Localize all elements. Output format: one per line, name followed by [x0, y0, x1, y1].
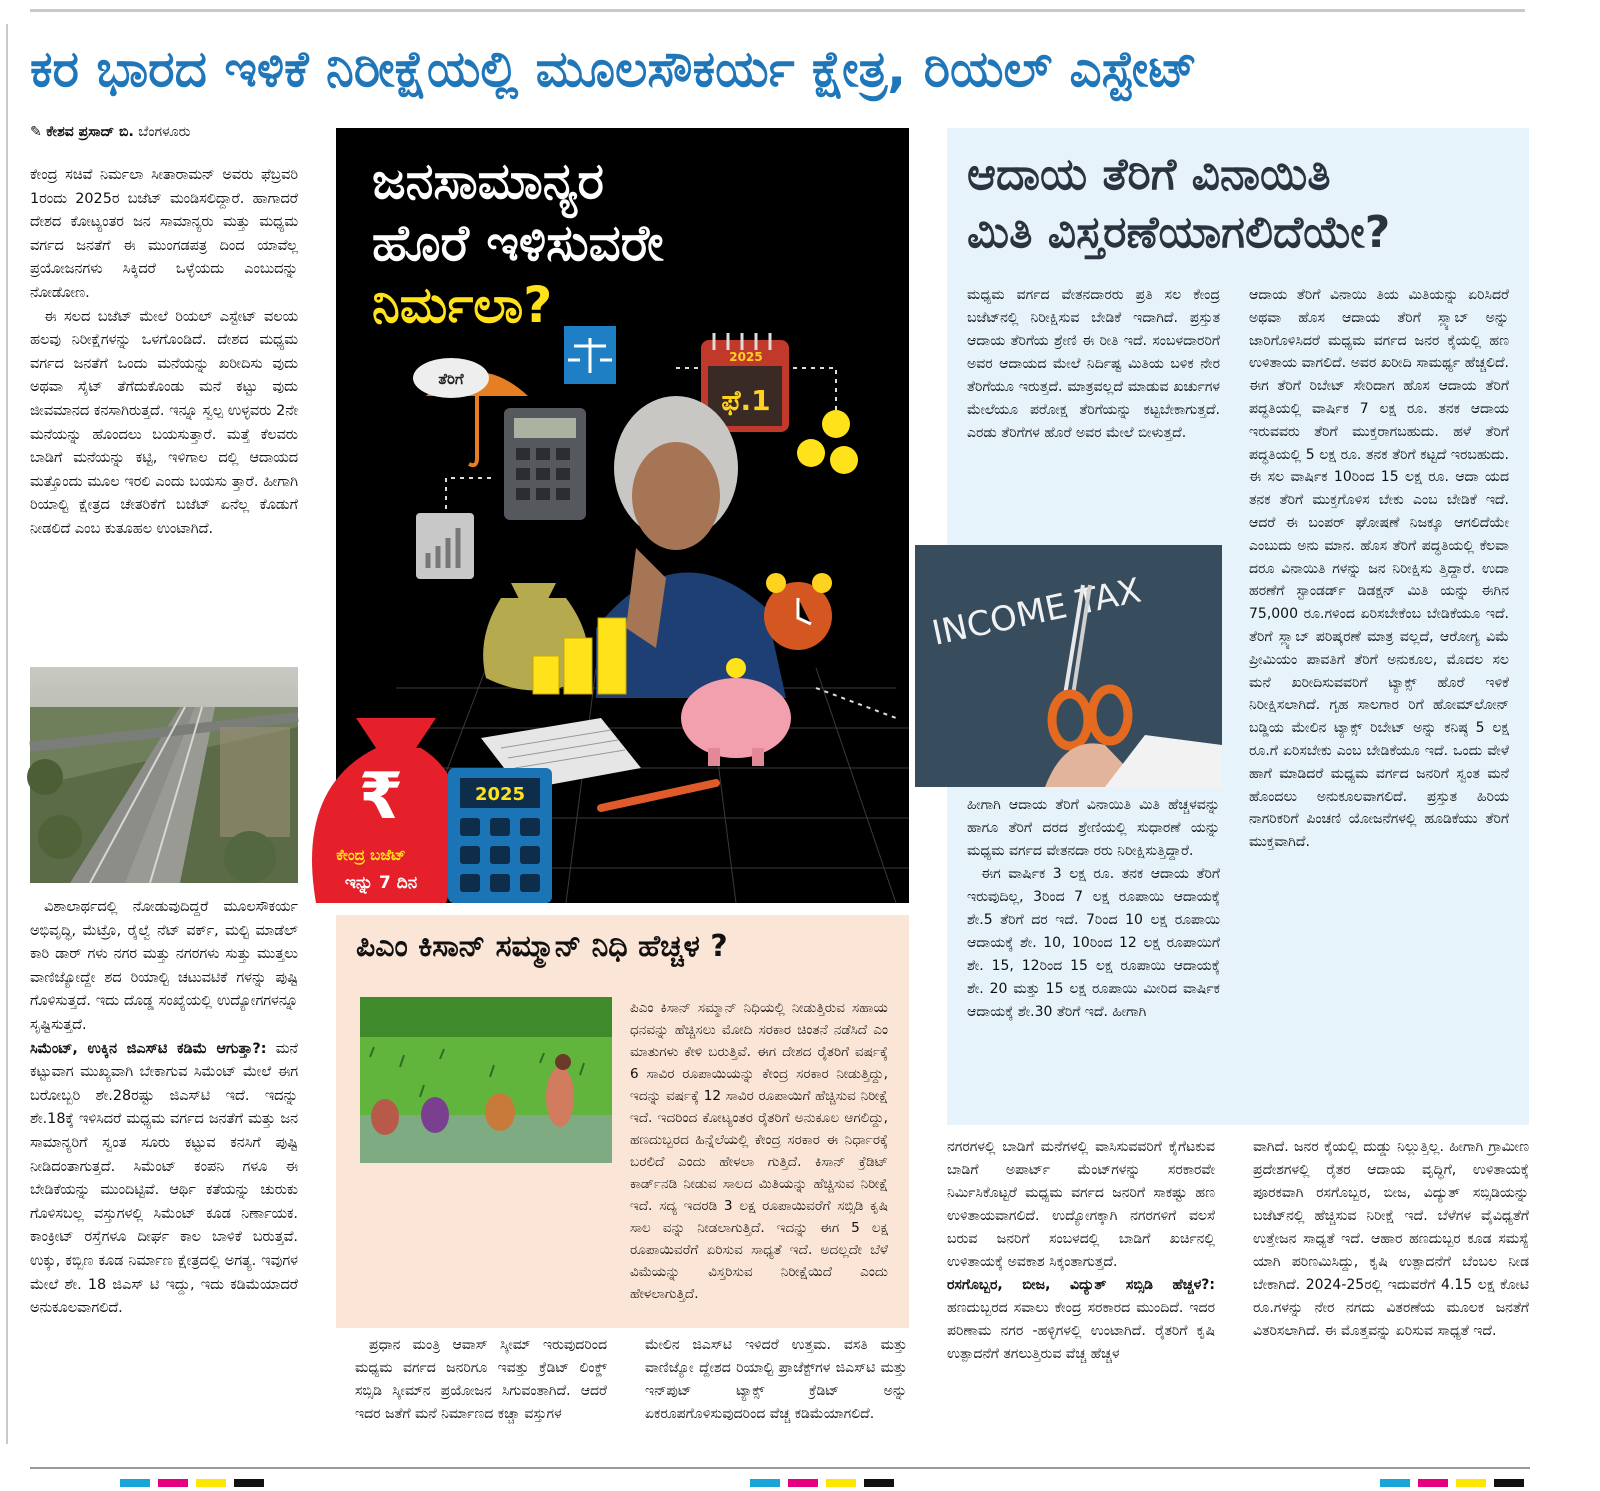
coins-icon — [797, 410, 858, 474]
graphic-illustration — [336, 128, 909, 903]
income-tax-text-2: ಹೀಗಾಗಿ ಆದಾಯ ತೆರಿಗೆ ವಿನಾಯಿತಿ ಮಿತಿ ಹೆಚ್ಚಳವನ್ನು ಹಾಗೂ ತೆರಿಗೆ ದರದ ಶ್ರೇಣಿಯಲ್ಲಿ ಸುಧಾರಣೆ ಯನ್ನು ಮಧ್ಯಮ ವರ್ಗದ ವೇತನದಾ ರರು ನಿರೀಕ್ಷಿಸುತ್ತಿದ್ದಾರೆ. — [967, 797, 1220, 859]
left-paragraph-4: ಮನೆ ಕಟ್ಟುವಾಗ ಮುಖ್ಯವಾಗಿ ಬೇಕಾಗುವ ಸಿಮೆಂಟ್ ಮೇಲೆ ಈಗ ಬರೋಬ್ಬರಿ ಶೇ.28ರಷ್ಟು ಜಿಎಸ್‌ಟಿ ಇದೆ. ಇದನ್ನು ಶೇ.18ಕ್ಕೆ ಇಳಿಸಿದರೆ ಮಧ್ಯಮ ವರ್ಗದ ಜನತೆಗೆ ಮತ್ತು ಜನ ಸಾಮಾನ್ಯರಿಗೆ ಸ್ವಂತ ಸೂರು ಕಟ್ಟುವ ಕನಸಿಗೆ ಪುಷ್ಟಿ ನೀಡಿದಂತಾಗುತ್ತದೆ. ಸಿಮೆಂಟ್ ಕಂಪನಿ ಗಳೂ ಈ ಬೇಡಿಕೆಯನ್ನು ಮುಂದಿಟ್ಟಿವೆ. ಆರ್ಥಿ ಕತೆಯನ್ನು ಚುರುಕು ಗೊಳಿಸಬಲ್ಲ ವಸ್ತುಗಳಲ್ಲಿ ಸಿಮೆಂಟ್ ಕೂಡ ನಿರ್ಣಾಯಕ. ಕಾಂಕ್ರೀಟ್ ರಸ್ತೆಗಳೂ ದೀರ್ಘ ಕಾಲ ಬಾಳಿಕೆ ಬರುತ್ತವೆ. ಉಕ್ಕು, ಕಬ್ಬಿಣ ಕೂಡ ನಿರ್ಮಾಣ ಕ್ಷೇತ್ರದಲ್ಲಿ ಅಗತ್ಯ. ಇವುಗಳ ಮೇಲೆ ಶೇ. 18 ಜಿಎಸ್ ಟಿ ಇದ್ದು, ಇದು ಕಡಿಮೆಯಾದರೆ ಅನುಕೂಲವಾಗಲಿದೆ. — [30, 1040, 299, 1317]
budget-graphic — [336, 128, 909, 903]
bottom-right-text-2: ಹಣದುಬ್ಬರದ ಸವಾಲು ಕೇಂದ್ರ ಸರಕಾರದ ಮುಂದಿದೆ. ಇದರ ಪರಿಣಾಮ ನಗರ -ಹಳ್ಳಿಗಳಲ್ಲಿ ಉಂಟಾಗಿದೆ. ರೈತರಿಗೆ ಕೃಷಿ ಉತ್ಪಾದನೆಗೆ ತಗಲುತ್ತಿರುವ ವೆಚ್ಚ ಹೆಚ್ಚಳ — [947, 1300, 1215, 1362]
top-rule — [30, 9, 1525, 12]
pencil-icon — [601, 783, 716, 808]
bottom-right-text-3: ವಾಗಿದೆ. ಜನರ ಕೈಯಲ್ಲಿ ದುಡ್ಡು ನಿಲ್ಲುತ್ತಿಲ್ಲ. ಹೀಗಾಗಿ ಗ್ರಾಮೀಣ ಪ್ರದೇಶಗಳಲ್ಲಿ ರೈತರ ಆದಾಯ ವೃದ್ಧಿಗೆ, ಉಳಿತಾಯಕ್ಕೆ ಪೂರಕವಾಗಿ ರಸಗೊಬ್ಬರ, ಬೀಜ, ವಿದ್ಯುತ್ ಸಬ್ಸಿಡಿಯನ್ನು ಬಜೆಟ್‌ನಲ್ಲಿ ಹೆಚ್ಚಿಸುವ ನಿರೀಕ್ಷೆ ಇದೆ. ಬೆಳೆಗಳ ವೈವಿಧ್ಯತೆಗೆ ಉತ್ತೇಜನ ಸಾಧ್ಯತೆ ಇದೆ. ಆಹಾರ ಹಣದುಬ್ಬರ ಕೂಡ ಸಮಸ್ಯೆ ಯಾಗಿ ಪರಿಣಮಿಸಿದ್ದು, ಕೃಷಿ ಉತ್ಪಾದನೆಗೆ ಬೆಂಬಲ ನೀಡ ಬೇಕಾಗಿದೆ. 2024-25ರಲ್ಲಿ ಇದುವರೆಗೆ 4.15 ಲಕ್ಷ ಕೋಟಿ ರೂ.ಗಳನ್ನು ನೇರ ನಗದು ವಿತರಣೆಯ ಮೂಲಕ ಜನತೆಗೆ ವಿತರಿಸಲಾಗಿದೆ. ಈ ಮೊತ್ತವನ್ನು ಏರಿಸುವ ಸಾಧ್ಯತೆ ಇದೆ. — [1253, 1139, 1529, 1339]
pen-icon: ✎ — [30, 124, 42, 140]
left-paragraph-2: ಈ ಸಲದ ಬಜೆಟ್ ಮೇಲೆ ರಿಯಲ್ ಎಸ್ಟೇಟ್ ವಲಯ ಹಲವು ನಿರೀಕ್ಷೆಗಳನ್ನು ಒಳಗೊಂಡಿದೆ. ದೇಶದ ಮಧ್ಯಮ ವರ್ಗದ ಜನತೆಗೆ ಒಂದು ಮನೆಯನ್ನು ಖರೀದಿಸು ವುದು ಅಥವಾ ಸೈಟ್ ತೆಗೆದುಕೊಂಡು ಮನೆ ಕಟ್ಟು ವುದು ಜೀವಮಾನದ ಕನಸಾಗಿರುತ್ತದೆ. ಇನ್ನೂ ಸ್ವಲ್ಪ ಉಳ್ಳವರು 2ನೇ ಮನೆಯನ್ನು ಹೊಂದಲು ಬಯಸುತ್ತಾರೆ. ಮತ್ತೆ ಕೆಲವರು ಬಾಡಿಗೆ ಮನೆಯನ್ನು ಕಟ್ಟಿ, ಇಳಿಗಾಲ ದಲ್ಲಿ ಆದಾಯದ ಮತ್ತೊಂದು ಮೂಲ ಇರಲಿ ಎಂದು ಬಯಸು ತ್ತಾರೆ. ಹೀಗಾಗಿ ರಿಯಾಲ್ಟಿ ಕ್ಷೇತ್ರದ ಚೇತರಿಕೆಗೆ ಬಜೆಟ್ ಏನೆಲ್ಲ ಕೊಡುಗೆ ನೀಡಲಿದೆ ಎಂಬ ಕುತೂಹಲ ಉಂಟಾಗಿದೆ. — [30, 308, 298, 537]
bottom-center-text-2: ಮೇಲಿನ ಜಿಎಸ್‌ಟಿ ಇಳಿದರೆ ಉತ್ತಮ. ವಸತಿ ಮತ್ತು ವಾಣಿಜ್ಯೋ ದ್ದೇಶದ ರಿಯಾಲ್ಟಿ ಪ್ರಾಜೆಕ್ಟ್‌ಗಳ ಜಿಎಸ್‌ಟಿ ಮತ್ತು ಇನ್‌ಪುಟ್ ಟ್ಯಾಕ್ಸ್ ಕ್ರೆಡಿಟ್ ಅನ್ನು ಏಕರೂಪಗೊಳಿಸುವುದರಿಂದ ವೆಚ್ಚ ಕಡಿಮೆಯಾಗಲಿದೆ. — [645, 1337, 907, 1422]
income-tax-title-line-2: ಮಿತಿ ವಿಸ್ತರಣೆಯಾಗಲಿದೆಯೇ? — [967, 207, 1391, 258]
bottom-rule — [30, 1467, 1530, 1469]
income-tax-title-line-1: ಆದಾಯ ತೆರಿಗೆ ವಿನಾಯಿತಿ — [967, 149, 1331, 200]
farmers-field-photo — [360, 997, 612, 1163]
pm-kisan-text: ಪಿಎಂ ಕಿಸಾನ್ ಸಮ್ಮಾನ್ ನಿಧಿಯಲ್ಲಿ ನೀಡುತ್ತಿರುವ ಸಹಾಯ ಧನವನ್ನು ಹೆಚ್ಚಿಸಲು ಮೋದಿ ಸರಕಾರ ಚಿಂತನೆ ನಡೆಸಿದೆ ಎಂ ಮಾತುಗಳು ಕೇಳಿ ಬರುತ್ತಿವೆ. ಈಗ ದೇಶದ ರೈತರಿಗೆ ವರ್ಷಕ್ಕೆ 6 ಸಾವಿರ ರೂಪಾಯಿಯನ್ನು ಕೇಂದ್ರ ಸರಕಾರ ನೀಡುತ್ತಿದ್ದು, ಇದನ್ನು ವರ್ಷಕ್ಕೆ 12 ಸಾವಿರ ರೂಪಾಯಿಗೆ ಹೆಚ್ಚಿಸುವ ನಿರೀಕ್ಷೆ ಇದೆ. ಇದರಿಂದ ಕೋಟ್ಯಂತರ ರೈತರಿಗೆ ಅನುಕೂಲ ಆಗಲಿದ್ದು, ಹಣದುಬ್ಬರದ ಹಿನ್ನೆಲೆಯಲ್ಲಿ ಕೇಂದ್ರ ಸರಕಾರ ಈ ನಿರ್ಧಾರಕ್ಕೆ ಬರಲಿದೆ ಎಂದು ಹೇಳಲಾ ಗುತ್ತಿದೆ. ಕಿಸಾನ್ ಕ್ರೆಡಿಟ್ ಕಾರ್ಡ್‌ನಡಿ ನೀಡುವ ಸಾಲದ ಮಿತಿಯನ್ನು ಹೆಚ್ಚಿಸುವ ನಿರೀಕ್ಷೆ ಇದೆ. ಸದ್ಯ ಇದರಡಿ 3 ಲಕ್ಷ ರೂಪಾಯಿವರೆಗೆ ಸಬ್ಸಿಡಿ ಕೃಷಿ ಸಾಲ ವನ್ನು ನೀಡಲಾಗುತ್ತಿದೆ. ಇದನ್ನು ಈಗ 5 ಲಕ್ಷ ರೂಪಾಯಿವರೆಗೆ ಏರಿಸುವ ಸಾಧ್ಯತೆ ಇದೆ. ಅದಲ್ಲದೇ ಬೆಳೆ ವಿಮೆಯನ್ನು ವಿಸ್ತರಿಸುವ ನಿರೀಕ್ಷೆಯಿದೆ ಎಂದು ಹೇಳಲಾಗುತ್ತಿದೆ. — [630, 1000, 888, 1302]
calculator-icon — [504, 408, 586, 520]
blue-calculator-icon — [448, 768, 552, 903]
byline-place: ಬೆಂಗಳೂರು — [138, 124, 191, 140]
bag-label-line-2: ಇನ್ನು 7 ದಿನ — [344, 873, 418, 893]
left-column-top — [30, 164, 298, 542]
city-infrastructure-photo — [30, 667, 298, 883]
pm-kisan-text-right — [630, 997, 888, 1302]
chart-icon — [416, 513, 474, 579]
income-tax-col-2 — [1249, 284, 1509, 854]
print-colorbar-left — [120, 1472, 272, 1491]
headline: ಕರ ಭಾರದ ಇಳಿಕೆ ನಿರೀಕ್ಷೆಯಲ್ಲಿ ಮೂಲಸೌಕರ್ಯ ಕ್ಷೇತ್ರ, ರಿಯಲ್ ಎಸ್ಟೇಟ್ — [30, 40, 1198, 98]
calendar-year: 2025 — [729, 350, 763, 364]
left-rule — [6, 24, 8, 1444]
bottom-center-col-1 — [355, 1334, 607, 1426]
left-column-bottom — [30, 896, 298, 1321]
umbrella-label: ತೆರಿಗೆ — [438, 370, 464, 388]
bag-label-line-1: ಕೇಂದ್ರ ಬಜೆಟ್ — [336, 846, 406, 864]
left-subhead-gst: ಸಿಮೆಂಟ್, ಉಕ್ಕಿನ ಜಿಎಸ್‌ಟಿ ಕಡಿಮೆ ಆಗುತ್ತಾ?: — [30, 1040, 267, 1057]
income-tax-text-4: ಆದಾಯ ತೆರಿಗೆ ವಿನಾಯಿ ತಿಯ ಮಿತಿಯನ್ನು ಏರಿಸಿದರೆ ಅಥವಾ ಹೊಸ ಆದಾಯ ತೆರಿಗೆ ಸ್ಲ್ಯಾಬ್ ಅನ್ನು ಜಾರಿಗೊಳಿಸಿದರೆ ಮಧ್ಯಮ ವರ್ಗದ ಜನರ ಕೈಯಲ್ಲಿ ಹಣ ಉಳಿತಾಯ ವಾಗಲಿದೆ. ಅವರ ಖರೀದಿ ಸಾಮರ್ಥ್ಯ ಹೆಚ್ಚಲಿದೆ. ಈಗ ತೆರಿಗೆ ರಿಬೇಟ್ ಸೇರಿದಾಗ ಹೊಸ ಆದಾಯ ತೆರಿಗೆ ಪದ್ಧತಿಯಲ್ಲಿ ವಾರ್ಷಿಕ 7 ಲಕ್ಷ ರೂ. ತನಕ ಆದಾಯ ಇರುವವರು ತೆರಿಗೆ ಮುಕ್ತರಾಗಬಹುದು. ಹಳೆ ತೆರಿಗೆ ಪದ್ಧತಿಯಲ್ಲಿ 5 ಲಕ್ಷ ರೂ. ತನಕ ತೆರಿಗೆ ಕಟ್ಟದೆ ಇರಬಹುದು. ಈ ಸಲ ವಾರ್ಷಿಕ 10ರಿಂದ 15 ಲಕ್ಷ ರೂ. ಆದಾ ಯದ ತನಕ ತೆರಿಗೆ ಮುಕ್ತಗೊಳಿಸ ಬೇಕು ಎಂಬ ಬೇಡಿಕೆ ಇದೆ. ಆದರೆ ಈ ಬಂಪರ್ ಘೋಷಣೆ ನಿಜಕ್ಕೂ ಆಗಲಿದೆಯೇ ಎಂಬುದು ಅನು ಮಾನ. ಹೊಸ ತೆರಿಗೆ ಪದ್ಧತಿಯಲ್ಲಿ ಕೆಲವಾ ದರೂ ವಿನಾಯಿತಿ ಗಳನ್ನು ಜನ ನಿರೀಕ್ಷಿಸು ತ್ತಿದ್ದಾರೆ. ಉದಾ ಹರಣೆಗೆ ಸ್ಟಾಂಡರ್ಡ್ ಡಿಡಕ್ಷನ್ ಮಿತಿ ಯನ್ನು ಈಗಿನ 75,000 ರೂ.ಗಳಿಂದ ಏರಿಸಬೇಕೆಂಬ ಬೇಡಿಕೆಯೂ ಇದೆ. ತೆರಿಗೆ ಸ್ಲ್ಯಾಬ್ ಪರಿಷ್ಕರಣೆ ಮಾತ್ರ ವಲ್ಲದೆ, ಆರೋಗ್ಯ ವಿಮೆ ಪ್ರೀಮಿಯಂ ಪಾವತಿಗೆ ತೆರಿಗೆ ಅನುಕೂಲ, ಮೊದಲ ಸಲ ಮನೆ ಖರೀದಿಸುವವರಿಗೆ ಟ್ಯಾಕ್ಸ್ ಹೊರೆ ಇಳಿಕೆ ನಿರೀಕ್ಷಿಸಲಾಗಿದೆ. ಗೃಹ ಸಾಲಗಾರ ರಿಗೆ ಹೋಮ್‌ಲೋನ್ ಬಡ್ಡಿಯ ಮೇಲಿನ ಟ್ಯಾಕ್ಸ್ ರಿಬೇಟ್ ಅನ್ನು ಕನಿಷ್ಠ 5 ಲಕ್ಷ ರೂ.ಗೆ ಏರಿಸಬೇಕು ಎಂಬ ಬೇಡಿಕೆಯೂ ಇದೆ. ಒಂದು ವೇಳೆ ಹಾಗೆ ಮಾಡಿದರೆ ಮಧ್ಯಮ ವರ್ಗದ ಜನರಿಗೆ ಸ್ವಂತ ಮನೆ ಹೊಂದಲು ಅನುಕೂಲವಾಗಲಿದೆ. ಪ್ರಸ್ತುತ ಹಿರಿಯ ನಾಗರಿಕರಿಗೆ ಪಿಂಚಣಿ ಯೋಜನೆಗಳಲ್ಲಿ ಹೂಡಿಕೆಯು ತೆರಿಗೆ ಮುಕ್ತವಾಗಿದೆ. — [1249, 287, 1509, 851]
pm-kisan-title: ಪಿಎಂ ಕಿಸಾನ್ ಸಮ್ಮಾನ್ ನಿಧಿ ಹೆಚ್ಚಳ ? — [356, 929, 728, 964]
pm-kisan-box — [336, 915, 909, 1328]
income-tax-text-1: ಮಧ್ಯಮ ವರ್ಗದ ವೇತನದಾರರು ಪ್ರತಿ ಸಲ ಕೇಂದ್ರ ಬಜೆಟ್‌ನಲ್ಲಿ ನಿರೀಕ್ಷಿಸುವ ಬೇಡಿಕೆ ಇದಾಗಿದೆ. ಪ್ರಸ್ತುತ ಆದಾಯ ತೆರಿಗೆಯ ಶ್ರೇಣಿ ಈ ರೀತಿ ಇದೆ. ಸಂಬಳದಾರರಿಗೆ ಅವರ ಆದಾಯದ ಮೇಲೆ ನಿರ್ದಿಷ್ಟ ಮಿತಿಯ ಬಳಿಕ ನೇರ ತೆರಿಗೆಯೂ ಇರುತ್ತದೆ. ಮಾತ್ರವಲ್ಲದೆ ಮಾಡುವ ಖರ್ಚುಗಳ ಮೇಲೆಯೂ ಪರೋಕ್ಷ ತೆರಿಗೆಯನ್ನು ಕಟ್ಟಬೇಕಾಗುತ್ತದೆ. ಎರಡು ತೆರಿಗೆಗಳ ಹೊರೆ ಅವರ ಮೇಲೆ ಬೀಳುತ್ತದೆ. — [967, 287, 1220, 441]
scale-icon — [564, 326, 616, 384]
money-bag-icon — [312, 718, 461, 903]
income-tax-text-3: ಈಗ ವಾರ್ಷಿಕ 3 ಲಕ್ಷ ರೂ. ತನಕ ಆದಾಯ ತೆರಿಗೆ ಇರುವುದಿಲ್ಲ, 3ರಿಂದ 7 ಲಕ್ಷ ರೂಪಾಯಿ ಆದಾಯಕ್ಕೆ ಶೇ.5 ತೆರಿಗೆ ದರ ಇದೆ. 7ರಿಂದ 10 ಲಕ್ಷ ರೂಪಾಯಿ ಆದಾಯಕ್ಕೆ ಶೇ. 10, 10ರಿಂದ 12 ಲಕ್ಷ ರೂಪಾಯಿಗೆ ಶೇ. 15, 12ರಿಂದ 15 ಲಕ್ಷ ರೂಪಾಯಿ ಆದಾಯಕ್ಕೆ ಶೇ. 20 ಮತ್ತು 15 ಲಕ್ಷ ರೂಪಾಯಿ ಮೀರಿದ ವಾರ್ಷಿಕ ಆದಾಯಕ್ಕೆ ಶೇ.30 ತೆರಿಗೆ ಇದೆ. ಹೀಗಾಗಿ — [967, 866, 1220, 1020]
left-paragraph-3: ವಿಶಾಲಾರ್ಥದಲ್ಲಿ ನೋಡುವುದಿದ್ದರೆ ಮೂಲಸೌಕರ್ಯ ಅಭಿವೃದ್ಧಿ, ಮೆಟ್ರೊ, ರೈಲ್ವೆ ನೆಟ್ ವರ್ಕ್, ಮಲ್ಟಿ ಮಾಡೆಲ್ ಕಾರಿ ಡಾರ್ ಗಳು ನಗರ ಮತ್ತು ನಗರಗಳು ಸುತ್ತು ಮುತ್ತಲು ವಾಣಿಜ್ಯೋದ್ದೇ ಶದ ರಿಯಾಲ್ಟಿ ಚಟುವಟಿಕೆ ಗಳನ್ನು ಪುಷ್ಟಿ ಗೊಳಿಸುತ್ತದೆ. ಇದು ದೊಡ್ಡ ಸಂಖ್ಯೆಯಲ್ಲಿ ಉದ್ಯೋಗಗಳನ್ನೂ ಸೃಷ್ಟಿಸುತ್ತದೆ. — [30, 899, 298, 1033]
byline — [30, 124, 300, 140]
graphic-title-line-2: ಹೊರೆ ಇಳಿಸುವರೇ — [372, 214, 664, 272]
calendar-date: ಫೆ.1 — [721, 384, 771, 417]
alarm-clock-icon — [764, 573, 832, 650]
print-colorbar-center — [750, 1472, 902, 1491]
rupee-symbol: ₹ — [358, 760, 404, 834]
bottom-right-col-1 — [947, 1136, 1215, 1366]
bottom-center-col-2 — [645, 1334, 907, 1426]
bottom-right-col-2 — [1253, 1136, 1529, 1343]
income-tax-caption: INCOME TAX — [928, 570, 1145, 654]
print-colorbar-right — [1380, 1472, 1532, 1491]
income-tax-col-1-top — [967, 284, 1220, 445]
calculator-year: 2025 — [474, 784, 526, 805]
graphic-title-line-3: ನಿರ್ಮಲಾ? — [372, 276, 553, 334]
byline-author: ಕೇಶವ ಪ್ರಸಾದ್ ಬಿ. — [46, 124, 134, 140]
left-paragraph-1: ಕೇಂದ್ರ ಸಚಿವೆ ನಿರ್ಮಲಾ ಸೀತಾರಾಮನ್ ಅವರು ಫೆಬ್ರವರಿ 1ರಂದು 2025ರ ಬಜೆಟ್ ಮಂಡಿಸಲಿದ್ದಾರೆ. ಹಾಗಾದರೆ ದೇಶದ ಕೋಟ್ಯಂತರ ಜನ ಸಾಮಾನ್ಯರು ಮತ್ತು ಮಧ್ಯಮ ವರ್ಗದ ಜನತೆಗೆ ಈ ಮುಂಗಡಪತ್ರ ದಿಂದ ಯಾವೆಲ್ಲ ಪ್ರಯೋಜನಗಳು ಸಿಕ್ಕಿದರೆ ಒಳ್ಳೆಯದು ಎಂಬುದನ್ನು ನೋಡೋಣ. — [30, 167, 298, 301]
bottom-right-subhead: ರಸಗೊಬ್ಬರ, ಬೀಜ, ವಿದ್ಯುತ್ ಸಬ್ಸಿಡಿ ಹೆಚ್ಚಳ?: — [947, 1277, 1215, 1293]
bottom-right-text-1: ನಗರಗಳಲ್ಲಿ ಬಾಡಿಗೆ ಮನೆಗಳಲ್ಲಿ ವಾಸಿಸುವವರಿಗೆ ಕೈಗೆಟಕುವ ಬಾಡಿಗೆ ಅಪಾರ್ಟ್ ಮೆಂಟ್‌ಗಳನ್ನು ಸರಕಾರವೇ ನಿರ್ಮಿಸಿಕೊಟ್ಟರೆ ಮಧ್ಯಮ ವರ್ಗದ ಜನರಿಗೆ ಸಾಕಷ್ಟು ಹಣ ಉಳಿತಾಯವಾಗಲಿದೆ. ಉದ್ಯೋಗಕ್ಕಾಗಿ ನಗರಗಳಿಗೆ ವಲಸೆ ಬರುವ ಜನರಿಗೆ ಸಂಬಳದಲ್ಲಿ ಬಾಡಿಗೆ ಖರ್ಚಿನಲ್ಲಿ ಉಳಿತಾಯಕ್ಕೆ ಅವಕಾಶ ಸಿಕ್ಕಂತಾಗುತ್ತದೆ. — [947, 1139, 1215, 1270]
graphic-title-line-1: ಜನಸಾಮಾನ್ಯರ — [372, 152, 604, 210]
income-tax-photo — [915, 545, 1222, 787]
income-tax-title — [967, 146, 1517, 262]
income-tax-col-1-bottom — [967, 794, 1220, 1024]
bottom-center-text-1: ಪ್ರಧಾನ ಮಂತ್ರಿ ಆವಾಸ್ ಸ್ಕೀಮ್ ಇರುವುದರಿಂದ ಮಧ್ಯಮ ವರ್ಗದ ಜನರಿಗೂ ಇವತ್ತು ಕ್ರೆಡಿಟ್ ಲಿಂಕ್ಡ್ ಸಬ್ಸಿಡಿ ಸ್ಕೀಮ್‌ನ ಪ್ರಯೋಜನ ಸಿಗುವಂತಾಗಿದೆ. ಆದರೆ ಇದರ ಜತೆಗೆ ಮನೆ ನಿರ್ಮಾಣದ ಕಚ್ಚಾ ವಸ್ತುಗಳ — [355, 1337, 607, 1422]
